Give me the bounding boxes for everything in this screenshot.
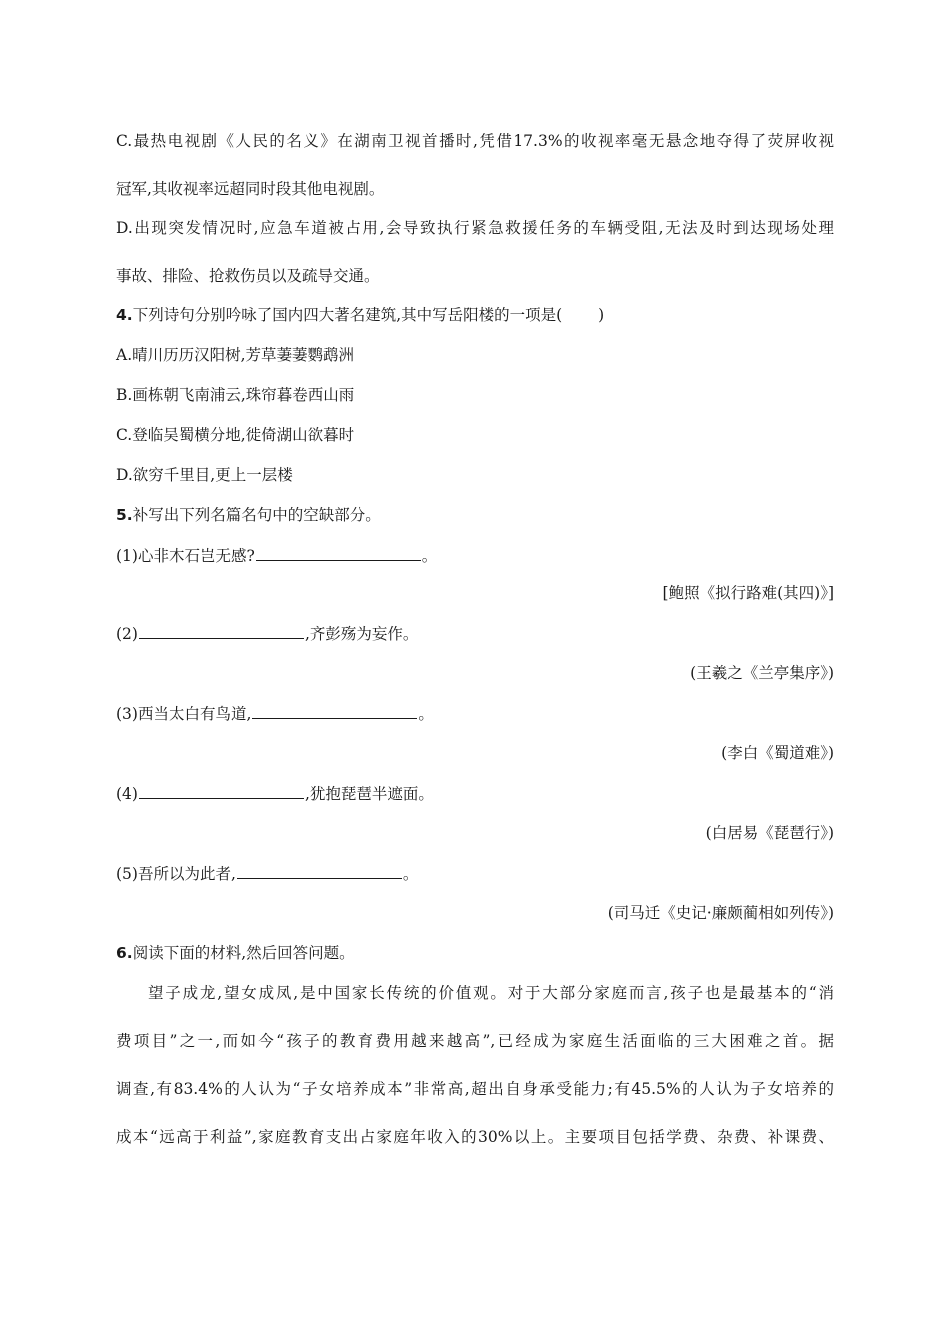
q5-item-5-post: 。 bbox=[402, 865, 419, 883]
q3-option-d-line2: 事故、排险、抢救伤员以及疏导交通。 bbox=[116, 267, 380, 285]
q5-item-1-pre: (1)心非木石岂无感? bbox=[116, 547, 255, 565]
q5-item-2-pre: (2) bbox=[116, 625, 138, 643]
q4-option-a: A.晴川历历汉阳树,芳草萋萋鹦鹉洲 bbox=[116, 346, 355, 364]
q5-item-1 bbox=[116, 544, 834, 567]
q5-item-4-pre: (4) bbox=[116, 785, 138, 803]
q5-item-2 bbox=[116, 622, 834, 645]
q6-stem-text: 阅读下面的材料,然后回答问题。 bbox=[132, 944, 355, 962]
q5-item-5-blank[interactable] bbox=[237, 862, 402, 879]
q4-stem bbox=[116, 304, 834, 326]
q6-paragraph-line1: 望子成龙,望女成凤,是中国家长传统的价值观。对于大部分家庭而言,孩子也是最基本的“消 bbox=[148, 984, 834, 1002]
q6-paragraph-line4: 成本“远高于利益”,家庭教育支出占家庭年收入的30%以上。主要项目包括学费、杂费、补课费、 bbox=[116, 1128, 834, 1146]
q5-item-1-post: 。 bbox=[421, 547, 438, 565]
q5-item-2-post: ,齐彭殇为妄作。 bbox=[304, 625, 419, 643]
q6-stem bbox=[116, 942, 834, 964]
q5-item-3-blank[interactable] bbox=[252, 702, 417, 719]
q5-item-5-source: (司马迁《史记·廉颇蔺相如列传》) bbox=[607, 904, 834, 922]
q5-item-4-post: ,犹抱琵琶半遮面。 bbox=[304, 785, 434, 803]
q5-item-1-blank[interactable] bbox=[256, 544, 421, 561]
q5-item-3-pre: (3)西当太白有鸟道, bbox=[116, 705, 252, 723]
q4-option-c: C.登临吴蜀横分地,徙倚湖山欲暮时 bbox=[116, 426, 355, 444]
q5-item-4-blank[interactable] bbox=[139, 782, 304, 799]
q5-item-3 bbox=[116, 702, 834, 725]
q5-item-4-source: (白居易《琵琶行》) bbox=[705, 824, 834, 842]
q5-item-2-blank[interactable] bbox=[139, 622, 304, 639]
q5-number: 5. bbox=[116, 506, 133, 524]
q6-number: 6. bbox=[116, 944, 133, 962]
q3-option-c-line1: C.最热电视剧《人民的名义》在湖南卫视首播时,凭借17.3%的收视率毫无悬念地夺得了荧屏收视 bbox=[116, 132, 834, 150]
q5-item-3-post: 。 bbox=[418, 705, 434, 723]
q3-option-d-line1: D.出现突发情况时,应急车道被占用,会导致执行紧急救援任务的车辆受阻,无法及时到达现场处理 bbox=[116, 219, 834, 237]
q5-item-5 bbox=[116, 862, 834, 885]
q5-item-3-source: (李白《蜀道难》) bbox=[721, 744, 834, 762]
q5-item-4 bbox=[116, 782, 834, 805]
q3-option-c-line2: 冠军,其收视率远超同时段其他电视剧。 bbox=[116, 180, 385, 198]
q4-option-b: B.画栋朝飞南浦云,珠帘暮卷西山雨 bbox=[116, 386, 355, 404]
q4-stem-text: 下列诗句分别吟咏了国内四大著名建筑,其中写岳阳楼的一项是( bbox=[132, 306, 563, 324]
q5-stem bbox=[116, 504, 834, 526]
q4-number: 4. bbox=[116, 306, 133, 324]
q6-paragraph-line2: 费项目”之一,而如今“孩子的教育费用越来越高”,已经成为家庭生活面临的三大困难之首。据 bbox=[116, 1032, 834, 1050]
q4-stem-close: ) bbox=[598, 306, 605, 324]
q5-item-1-source: [鲍照《拟行路难(其四)》] bbox=[662, 584, 834, 602]
q5-stem-text: 补写出下列名篇名句中的空缺部分。 bbox=[132, 506, 381, 524]
q5-item-2-source: (王羲之《兰亭集序》) bbox=[690, 664, 834, 682]
q5-item-5-pre: (5)吾所以为此者, bbox=[116, 865, 236, 883]
q4-option-d: D.欲穷千里目,更上一层楼 bbox=[116, 466, 293, 484]
q6-paragraph-line3: 调查,有83.4%的人认为“子女培养成本”非常高,超出自身承受能力;有45.5%的人认为子女培养的 bbox=[116, 1080, 834, 1098]
